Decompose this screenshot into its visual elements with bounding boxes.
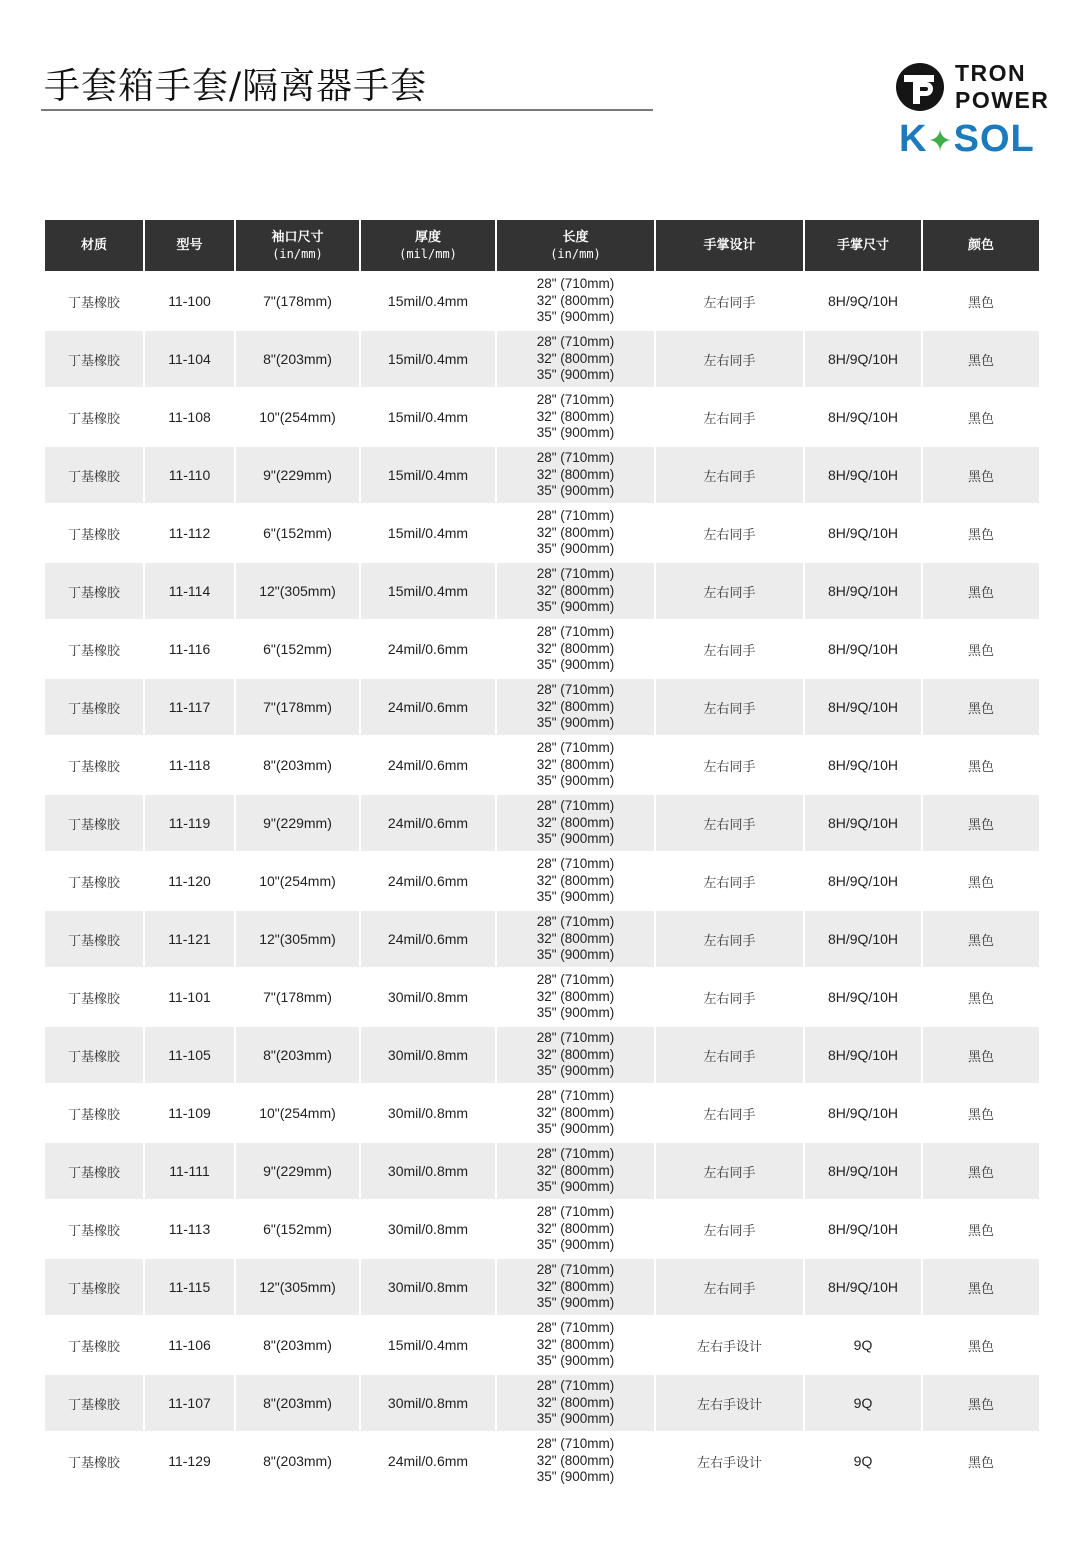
cell-thickness: 24mil/0.6mm xyxy=(361,911,495,967)
cell-palm-design: 左右同手 xyxy=(656,679,803,735)
cell-length xyxy=(497,737,654,793)
cell-model: 11-119 xyxy=(145,795,234,851)
cell-palm-size: 8H/9Q/10H xyxy=(827,873,899,889)
length-option: 35" (900mm) xyxy=(536,715,615,731)
length-option: 35" (900mm) xyxy=(536,831,615,847)
cell-palm-design: 左右同手 xyxy=(656,331,803,387)
cell-length xyxy=(497,331,654,387)
cell-material: 丁基橡胶 xyxy=(45,331,143,387)
cell-thickness: 30mil/0.8mm xyxy=(387,989,469,1005)
cell-palm-size: 8H/9Q/10H xyxy=(805,679,921,735)
cell-cuff-size: 8"(203mm) xyxy=(263,1337,332,1353)
cell-material: 丁基橡胶 xyxy=(45,795,143,851)
cell-palm-size: 8H/9Q/10H xyxy=(827,641,899,657)
cell-color: 黑色 xyxy=(923,1143,1039,1199)
length-option: 32" (800mm) xyxy=(536,814,615,830)
cell-material: 丁基橡胶 xyxy=(67,1107,120,1123)
length-option: 32" (800mm) xyxy=(536,756,615,772)
cell-palm-size: 8H/9Q/10H xyxy=(827,1221,899,1237)
cell-thickness: 15mil/0.4mm xyxy=(361,563,495,619)
length-option: 35" (900mm) xyxy=(536,1295,615,1311)
length-option: 35" (900mm) xyxy=(536,1353,615,1369)
length-option: 35" (900mm) xyxy=(536,1005,615,1021)
cell-color: 黑色 xyxy=(967,1107,994,1123)
cell-cuff-size: 6"(152mm) xyxy=(263,525,332,541)
cell-thickness: 30mil/0.8mm xyxy=(361,1143,495,1199)
glove-spec-table xyxy=(43,218,1041,1491)
logo-star-icon: ✦ xyxy=(927,125,954,158)
cell-cuff-size: 8"(203mm) xyxy=(236,1027,359,1083)
length-option: 35" (900mm) xyxy=(536,889,615,905)
length-option: 35" (900mm) xyxy=(536,1179,615,1195)
length-option: 32" (800mm) xyxy=(536,466,615,482)
cell-length xyxy=(497,1201,654,1257)
cell-material: 丁基橡胶 xyxy=(67,875,120,891)
cell-model: 11-100 xyxy=(168,293,211,309)
cell-palm-size: 8H/9Q/10H xyxy=(805,447,921,503)
length-option: 32" (800mm) xyxy=(536,698,615,714)
length-option: 35" (900mm) xyxy=(536,309,615,325)
logo-text-tron: TRON xyxy=(955,60,1027,86)
cell-palm-size: 8H/9Q/10H xyxy=(805,795,921,851)
cell-length xyxy=(497,911,654,967)
cell-palm-design: 左右手设计 xyxy=(696,1455,762,1471)
cell-length xyxy=(497,1027,654,1083)
cell-cuff-size: 10"(254mm) xyxy=(259,1105,336,1121)
length-option: 28" (710mm) xyxy=(536,1378,615,1394)
column-header-label: 材质 xyxy=(80,238,107,253)
cell-palm-design: 左右同手 xyxy=(703,411,756,427)
cell-model: 11-108 xyxy=(168,409,211,425)
cell-palm-design: 左右同手 xyxy=(656,911,803,967)
table-row xyxy=(45,679,1039,735)
logo-text-kasol xyxy=(899,118,1035,163)
cell-length xyxy=(497,563,654,619)
cell-material: 丁基橡胶 xyxy=(67,1339,120,1355)
cell-model: 11-115 xyxy=(145,1259,234,1315)
cell-model: 11-105 xyxy=(145,1027,234,1083)
cell-material: 丁基橡胶 xyxy=(67,295,120,311)
cell-color: 黑色 xyxy=(923,1375,1039,1431)
cell-material: 丁基橡胶 xyxy=(45,1027,143,1083)
column-header xyxy=(497,220,654,271)
length-option: 28" (710mm) xyxy=(536,1262,615,1278)
cell-length xyxy=(497,853,654,909)
cell-color: 黑色 xyxy=(923,1027,1039,1083)
cell-length xyxy=(497,273,654,329)
cell-material: 丁基橡胶 xyxy=(45,447,143,503)
cell-thickness: 24mil/0.6mm xyxy=(387,1453,469,1469)
cell-model: 11-101 xyxy=(168,989,211,1005)
length-option: 28" (710mm) xyxy=(536,1146,615,1162)
cell-model: 11-117 xyxy=(145,679,234,735)
cell-material: 丁基橡胶 xyxy=(45,1375,143,1431)
cell-thickness: 24mil/0.6mm xyxy=(387,757,469,773)
cell-palm-design: 左右同手 xyxy=(703,527,756,543)
length-option: 32" (800mm) xyxy=(536,292,615,308)
length-option: 28" (710mm) xyxy=(536,740,615,756)
cell-thickness: 24mil/0.6mm xyxy=(387,873,469,889)
cell-cuff-size: 12"(305mm) xyxy=(236,1259,359,1315)
cell-color: 黑色 xyxy=(967,411,994,427)
length-option: 35" (900mm) xyxy=(536,1121,615,1137)
length-option: 35" (900mm) xyxy=(536,1469,615,1485)
table-body xyxy=(45,273,1039,1489)
column-header-label: 手掌尺寸 xyxy=(836,238,889,253)
length-option: 35" (900mm) xyxy=(536,947,615,963)
length-option: 32" (800mm) xyxy=(536,408,615,424)
length-option: 35" (900mm) xyxy=(536,1237,615,1253)
length-option: 32" (800mm) xyxy=(536,1452,615,1468)
cell-thickness: 15mil/0.4mm xyxy=(361,331,495,387)
table-row xyxy=(45,1085,1039,1141)
tron-power-logo-icon xyxy=(895,62,945,112)
cell-model: 11-129 xyxy=(168,1453,211,1469)
logo-text-power: POWER xyxy=(955,87,1050,113)
table-row xyxy=(45,1259,1039,1315)
length-option: 32" (800mm) xyxy=(536,1220,615,1236)
cell-length xyxy=(497,621,654,677)
cell-material: 丁基橡胶 xyxy=(45,911,143,967)
column-header xyxy=(145,220,234,271)
cell-palm-size: 8H/9Q/10H xyxy=(805,1143,921,1199)
length-option: 35" (900mm) xyxy=(536,541,615,557)
table-row xyxy=(45,563,1039,619)
cell-palm-design: 左右手设计 xyxy=(656,1375,803,1431)
column-header xyxy=(361,220,495,271)
cell-color: 黑色 xyxy=(923,911,1039,967)
cell-palm-size: 8H/9Q/10H xyxy=(827,409,899,425)
length-option: 35" (900mm) xyxy=(536,773,615,789)
column-header-label: 颜色 xyxy=(967,238,994,253)
cell-color: 黑色 xyxy=(967,1455,994,1471)
cell-color: 黑色 xyxy=(967,875,994,891)
cell-model: 11-113 xyxy=(168,1221,211,1237)
cell-material: 丁基橡胶 xyxy=(45,1259,143,1315)
cell-cuff-size: 8"(203mm) xyxy=(236,331,359,387)
length-option: 28" (710mm) xyxy=(536,450,615,466)
cell-color: 黑色 xyxy=(967,1223,994,1239)
cell-color: 黑色 xyxy=(967,991,994,1007)
table-row xyxy=(45,331,1039,387)
cell-color: 黑色 xyxy=(967,295,994,311)
cell-thickness: 30mil/0.8mm xyxy=(387,1221,469,1237)
cell-material: 丁基橡胶 xyxy=(45,1143,143,1199)
cell-color: 黑色 xyxy=(923,447,1039,503)
cell-palm-size: 9Q xyxy=(853,1337,873,1353)
cell-model: 11-104 xyxy=(145,331,234,387)
column-header-unit: (mil/mm) xyxy=(399,246,457,261)
cell-color: 黑色 xyxy=(967,1339,994,1355)
table-row xyxy=(45,737,1039,793)
table-row xyxy=(45,1201,1039,1257)
table-row xyxy=(45,1375,1039,1431)
table-row xyxy=(45,505,1039,561)
cell-material: 丁基橡胶 xyxy=(67,759,120,775)
cell-material: 丁基橡胶 xyxy=(67,991,120,1007)
cell-cuff-size: 9"(229mm) xyxy=(236,447,359,503)
length-option: 32" (800mm) xyxy=(536,350,615,366)
column-header xyxy=(805,220,921,271)
table-row xyxy=(45,389,1039,445)
cell-palm-size: 8H/9Q/10H xyxy=(827,293,899,309)
table-header xyxy=(45,220,1039,271)
length-option: 35" (900mm) xyxy=(536,1411,615,1427)
cell-palm-size: 8H/9Q/10H xyxy=(827,525,899,541)
cell-cuff-size: 12"(305mm) xyxy=(236,911,359,967)
length-option: 28" (710mm) xyxy=(536,1204,615,1220)
cell-length xyxy=(497,969,654,1025)
cell-cuff-size: 7"(178mm) xyxy=(263,293,332,309)
cell-length xyxy=(497,1375,654,1431)
cell-length xyxy=(497,505,654,561)
length-option: 28" (710mm) xyxy=(536,566,615,582)
cell-model: 11-106 xyxy=(168,1337,211,1353)
table-row xyxy=(45,853,1039,909)
cell-palm-size: 8H/9Q/10H xyxy=(805,331,921,387)
cell-palm-size: 9Q xyxy=(805,1375,921,1431)
cell-length xyxy=(497,389,654,445)
table-row xyxy=(45,1143,1039,1199)
cell-model: 11-111 xyxy=(145,1143,234,1199)
cell-palm-design: 左右同手 xyxy=(703,1107,756,1123)
length-option: 28" (710mm) xyxy=(536,624,615,640)
cell-palm-size: 8H/9Q/10H xyxy=(805,1027,921,1083)
length-option: 32" (800mm) xyxy=(536,582,615,598)
length-option: 28" (710mm) xyxy=(536,914,615,930)
table-row xyxy=(45,447,1039,503)
cell-thickness: 30mil/0.8mm xyxy=(361,1259,495,1315)
cell-palm-design: 左右同手 xyxy=(703,643,756,659)
column-header-label: 型号 xyxy=(176,238,203,253)
column-header-label: 手掌设计 xyxy=(703,238,756,253)
length-option: 28" (710mm) xyxy=(536,508,615,524)
cell-color: 黑色 xyxy=(967,527,994,543)
column-header-label: 长度 xyxy=(562,229,589,245)
cell-cuff-size: 9"(229mm) xyxy=(236,1143,359,1199)
cell-color: 黑色 xyxy=(923,331,1039,387)
cell-cuff-size: 6"(152mm) xyxy=(263,641,332,657)
cell-material: 丁基橡胶 xyxy=(67,1455,120,1471)
cell-material: 丁基橡胶 xyxy=(45,563,143,619)
cell-color: 黑色 xyxy=(923,679,1039,735)
length-option: 32" (800mm) xyxy=(536,1336,615,1352)
cell-thickness: 24mil/0.6mm xyxy=(361,679,495,735)
cell-cuff-size: 12"(305mm) xyxy=(236,563,359,619)
cell-thickness: 24mil/0.6mm xyxy=(387,641,469,657)
cell-thickness: 15mil/0.4mm xyxy=(387,293,469,309)
cell-cuff-size: 8"(203mm) xyxy=(236,1375,359,1431)
title-divider xyxy=(41,109,653,111)
column-header xyxy=(236,220,359,271)
cell-length xyxy=(497,1433,654,1489)
cell-palm-design: 左右手设计 xyxy=(696,1339,762,1355)
cell-length xyxy=(497,1085,654,1141)
cell-length xyxy=(497,1317,654,1373)
length-option: 35" (900mm) xyxy=(536,483,615,499)
table-row xyxy=(45,1027,1039,1083)
cell-material: 丁基橡胶 xyxy=(67,1223,120,1239)
cell-model: 11-120 xyxy=(168,873,211,889)
length-option: 28" (710mm) xyxy=(536,1436,615,1452)
length-option: 32" (800mm) xyxy=(536,524,615,540)
cell-cuff-size: 10"(254mm) xyxy=(259,409,336,425)
cell-material: 丁基橡胶 xyxy=(45,679,143,735)
cell-color: 黑色 xyxy=(923,1259,1039,1315)
column-header xyxy=(656,220,803,271)
length-option: 32" (800mm) xyxy=(536,1162,615,1178)
cell-palm-design: 左右同手 xyxy=(703,991,756,1007)
cell-length xyxy=(497,1259,654,1315)
cell-palm-design: 左右同手 xyxy=(703,759,756,775)
length-option: 28" (710mm) xyxy=(536,682,615,698)
length-option: 32" (800mm) xyxy=(536,872,615,888)
cell-cuff-size: 10"(254mm) xyxy=(259,873,336,889)
cell-thickness: 15mil/0.4mm xyxy=(387,1337,469,1353)
length-option: 35" (900mm) xyxy=(536,425,615,441)
header-row xyxy=(45,220,1039,271)
cell-color: 黑色 xyxy=(923,795,1039,851)
cell-thickness: 15mil/0.4mm xyxy=(361,447,495,503)
cell-palm-design: 左右同手 xyxy=(656,795,803,851)
cell-model: 11-107 xyxy=(145,1375,234,1431)
logo-kasol-k: K xyxy=(899,118,928,160)
table-row xyxy=(45,621,1039,677)
cell-material: 丁基橡胶 xyxy=(67,643,120,659)
cell-cuff-size: 6"(152mm) xyxy=(263,1221,332,1237)
cell-color: 黑色 xyxy=(923,563,1039,619)
cell-color: 黑色 xyxy=(967,643,994,659)
column-header xyxy=(923,220,1039,271)
length-option: 35" (900mm) xyxy=(536,599,615,615)
table-row xyxy=(45,911,1039,967)
cell-palm-design: 左右同手 xyxy=(656,1143,803,1199)
cell-thickness: 30mil/0.8mm xyxy=(387,1105,469,1121)
cell-material: 丁基橡胶 xyxy=(67,411,120,427)
cell-model: 11-116 xyxy=(168,641,211,657)
column-header-unit: (in/mm) xyxy=(272,246,323,261)
length-option: 28" (710mm) xyxy=(536,1088,615,1104)
length-option: 28" (710mm) xyxy=(536,972,615,988)
cell-thickness: 15mil/0.4mm xyxy=(387,409,469,425)
logo-kasol-rest: SOL xyxy=(953,118,1035,160)
cell-palm-size: 8H/9Q/10H xyxy=(827,989,899,1005)
cell-palm-size: 8H/9Q/10H xyxy=(805,1259,921,1315)
column-header xyxy=(45,220,143,271)
column-header-unit: (in/mm) xyxy=(550,246,601,261)
cell-cuff-size: 8"(203mm) xyxy=(263,1453,332,1469)
cell-color: 黑色 xyxy=(967,759,994,775)
cell-palm-design: 左右同手 xyxy=(656,1027,803,1083)
cell-model: 11-112 xyxy=(168,525,211,541)
cell-length xyxy=(497,795,654,851)
table-row xyxy=(45,795,1039,851)
page-title: 手套箱手套/隔离器手套 xyxy=(44,66,428,107)
table-row xyxy=(45,969,1039,1025)
cell-thickness: 15mil/0.4mm xyxy=(387,525,469,541)
cell-palm-design: 左右同手 xyxy=(656,1259,803,1315)
cell-palm-size: 8H/9Q/10H xyxy=(827,1105,899,1121)
length-option: 28" (710mm) xyxy=(536,276,615,292)
cell-thickness: 24mil/0.6mm xyxy=(361,795,495,851)
length-option: 35" (900mm) xyxy=(536,1063,615,1079)
table-row xyxy=(45,273,1039,329)
length-option: 28" (710mm) xyxy=(536,798,615,814)
cell-material: 丁基橡胶 xyxy=(67,527,120,543)
cell-palm-size: 8H/9Q/10H xyxy=(805,563,921,619)
length-option: 32" (800mm) xyxy=(536,988,615,1004)
cell-model: 11-109 xyxy=(168,1105,211,1121)
cell-palm-design: 左右同手 xyxy=(656,447,803,503)
cell-cuff-size: 9"(229mm) xyxy=(236,795,359,851)
length-option: 32" (800mm) xyxy=(536,1278,615,1294)
cell-cuff-size: 7"(178mm) xyxy=(263,989,332,1005)
brand-logo xyxy=(895,60,1065,160)
length-option: 32" (800mm) xyxy=(536,1046,615,1062)
cell-model: 11-118 xyxy=(168,757,211,773)
table-row xyxy=(45,1433,1039,1489)
cell-cuff-size: 8"(203mm) xyxy=(263,757,332,773)
cell-palm-design: 左右同手 xyxy=(703,875,756,891)
cell-cuff-size: 7"(178mm) xyxy=(236,679,359,735)
length-option: 28" (710mm) xyxy=(536,392,615,408)
cell-palm-design: 左右同手 xyxy=(703,1223,756,1239)
cell-length xyxy=(497,679,654,735)
cell-thickness: 30mil/0.8mm xyxy=(361,1027,495,1083)
cell-model: 11-114 xyxy=(145,563,234,619)
length-option: 28" (710mm) xyxy=(536,1320,615,1336)
cell-length xyxy=(497,1143,654,1199)
length-option: 28" (710mm) xyxy=(536,1030,615,1046)
cell-palm-design: 左右同手 xyxy=(703,295,756,311)
cell-model: 11-121 xyxy=(145,911,234,967)
cell-length xyxy=(497,447,654,503)
length-option: 28" (710mm) xyxy=(536,334,615,350)
length-option: 35" (900mm) xyxy=(536,657,615,673)
cell-thickness: 30mil/0.8mm xyxy=(361,1375,495,1431)
cell-palm-size: 9Q xyxy=(853,1453,873,1469)
column-header-label: 厚度 xyxy=(414,229,441,245)
table-row xyxy=(45,1317,1039,1373)
length-option: 32" (800mm) xyxy=(536,1104,615,1120)
cell-palm-design: 左右同手 xyxy=(656,563,803,619)
length-option: 32" (800mm) xyxy=(536,1394,615,1410)
cell-palm-size: 8H/9Q/10H xyxy=(805,911,921,967)
length-option: 32" (800mm) xyxy=(536,930,615,946)
length-option: 28" (710mm) xyxy=(536,856,615,872)
cell-palm-size: 8H/9Q/10H xyxy=(827,757,899,773)
cell-model: 11-110 xyxy=(145,447,234,503)
column-header-label: 袖口尺寸 xyxy=(271,229,324,245)
length-option: 32" (800mm) xyxy=(536,640,615,656)
length-option: 35" (900mm) xyxy=(536,367,615,383)
